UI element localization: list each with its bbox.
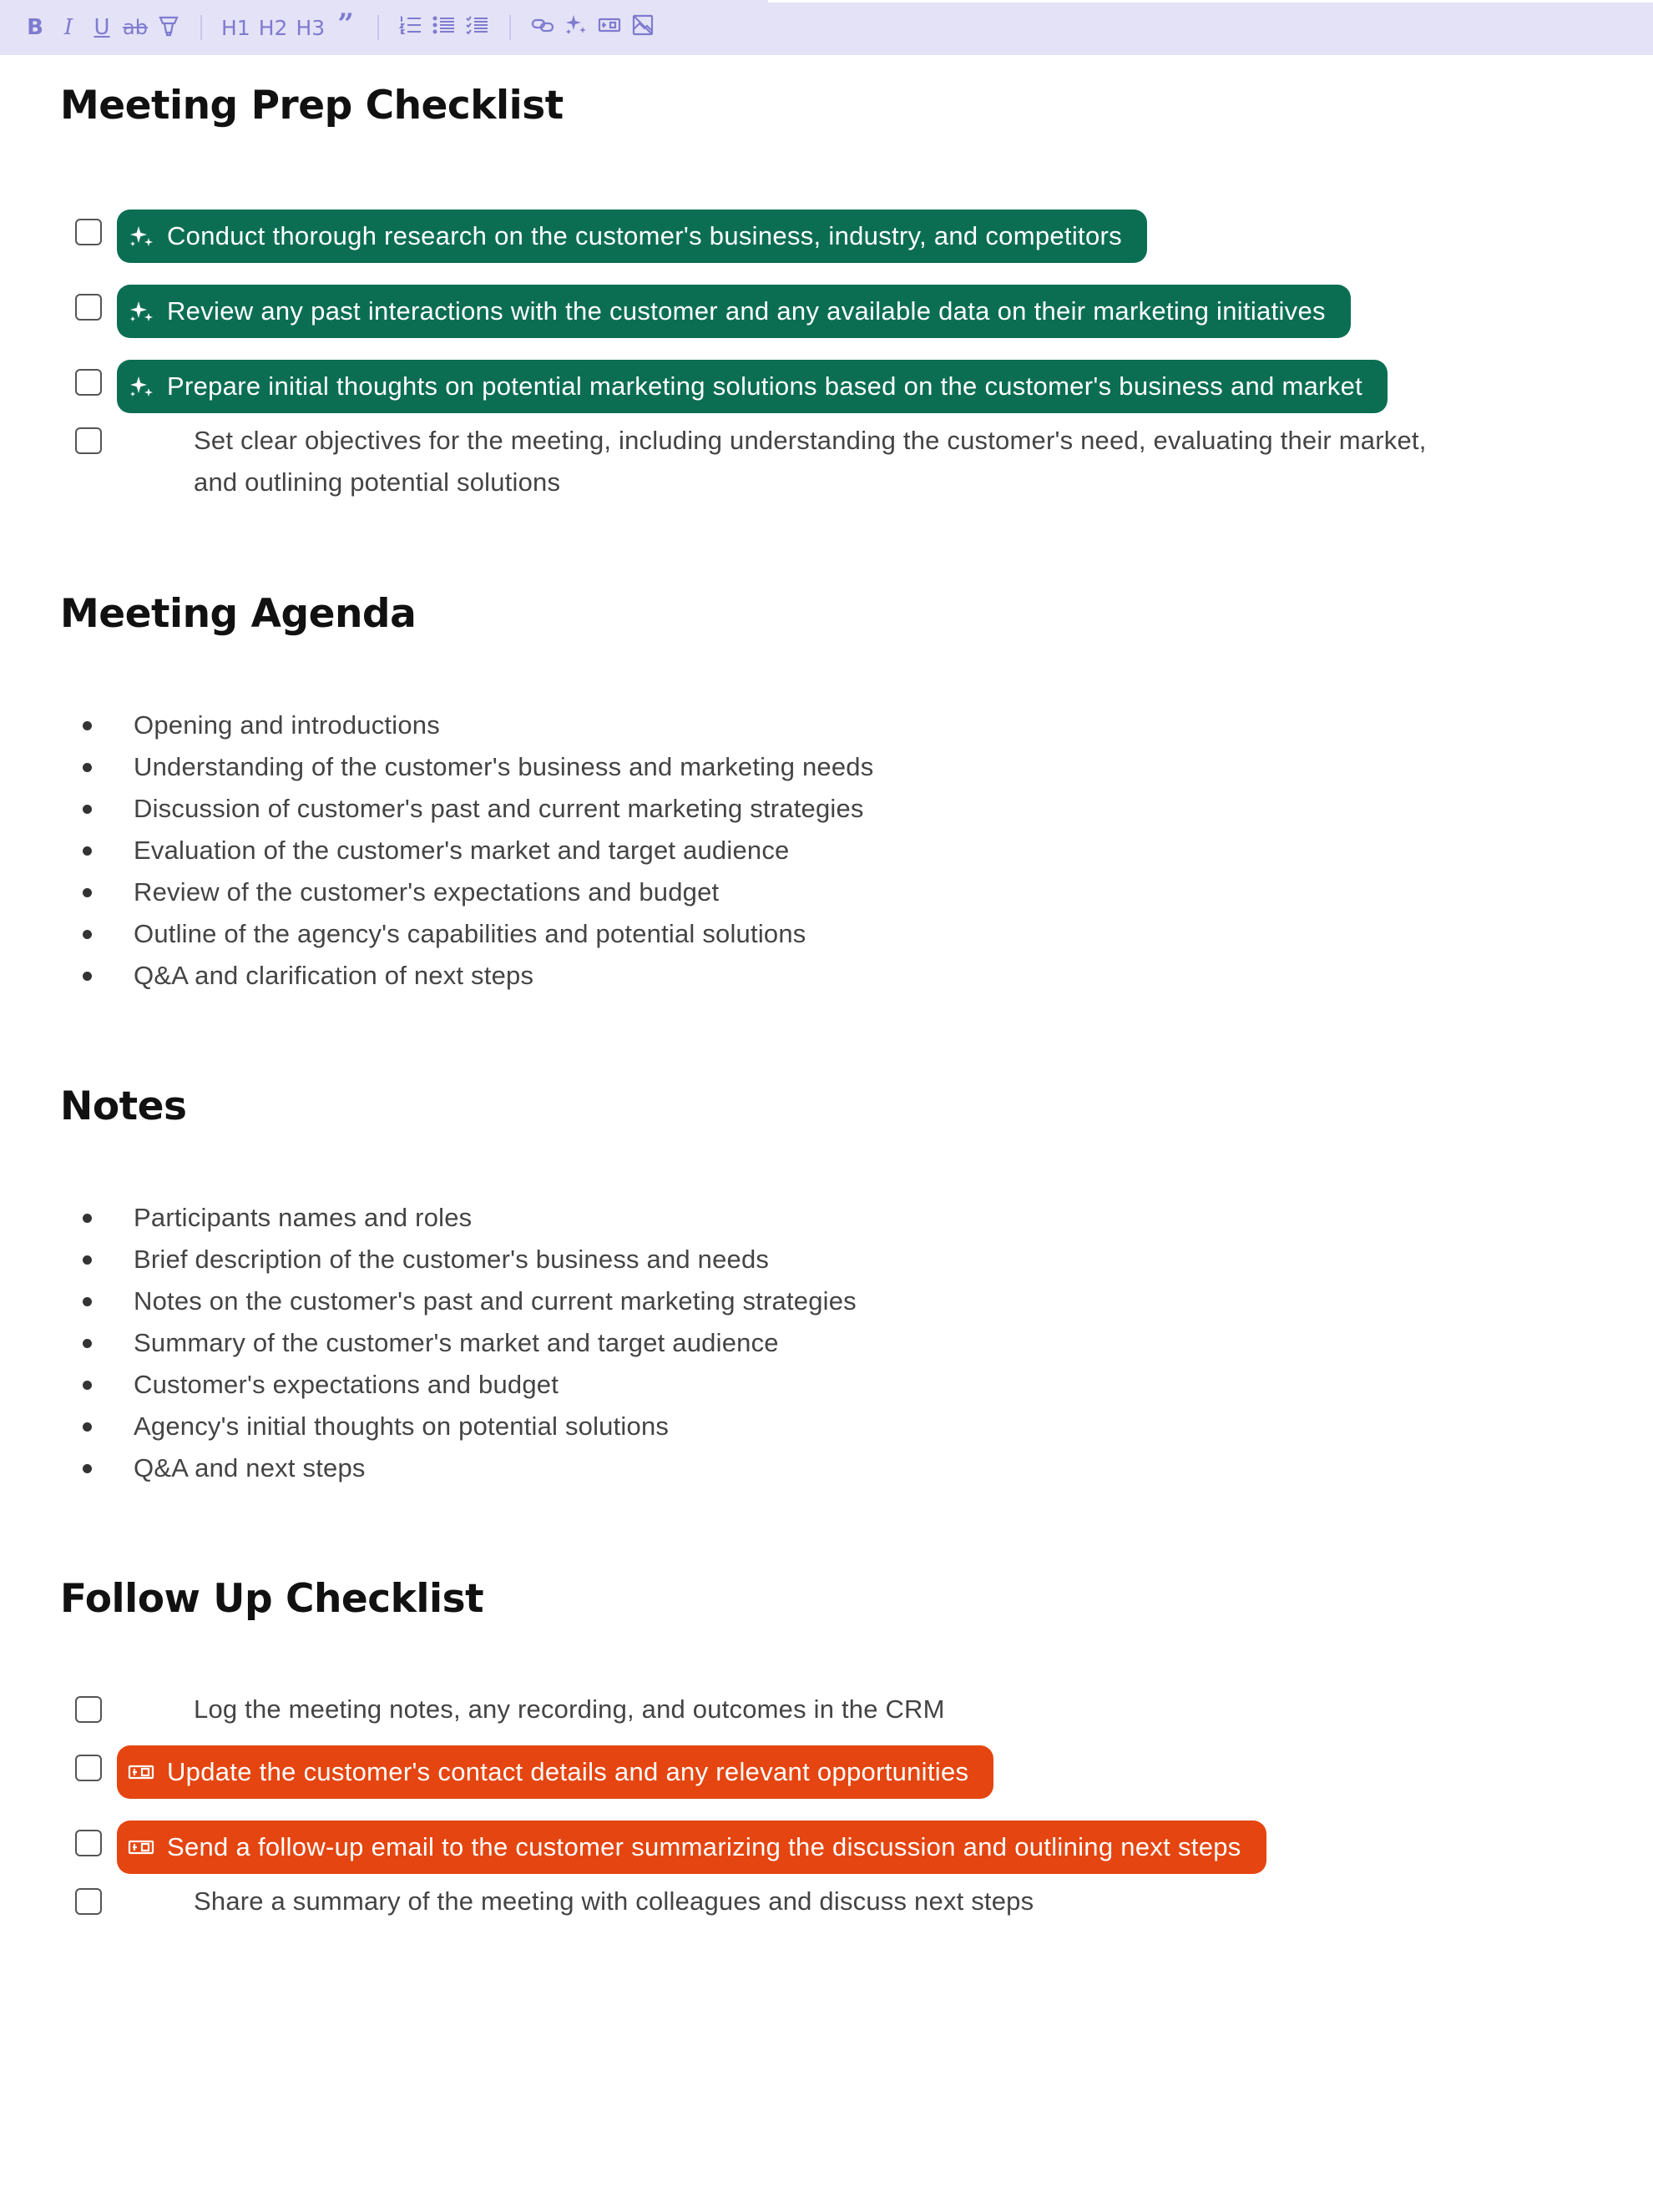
checklist-item (75, 369, 102, 396)
bullet-dot (83, 888, 92, 897)
task-text: Review any past interactions with the customer and any available data on their marketing initiatives (167, 296, 1326, 326)
checklist-item (75, 219, 102, 245)
ai-generated-task-pill[interactable] (117, 360, 1388, 413)
list-item-text: Customer's expectations and budget (134, 1370, 559, 1399)
form-input-icon (127, 1758, 155, 1786)
bullet-dot (83, 1214, 92, 1223)
toolbar-divider (200, 15, 202, 40)
bullet-dot (83, 763, 92, 772)
highlighter-icon (156, 13, 181, 43)
bullet-dot (83, 1339, 92, 1348)
sparkle-icon (127, 297, 155, 326)
list-item-text: Outline of the agency's capabilities and potential solutions (134, 919, 806, 948)
list-item-text: Opening and introductions (134, 710, 440, 740)
ai-sparkle-button[interactable] (559, 11, 593, 44)
task-text-line: Set clear objectives for the meeting, including understanding the customer's need, evaluating their market, (194, 426, 1427, 455)
bold-button[interactable]: B (27, 15, 43, 40)
highlight-button[interactable] (152, 11, 185, 44)
ai-generated-task-pill[interactable] (117, 285, 1351, 338)
numbered-list-icon (398, 13, 423, 43)
checkbox[interactable] (75, 1696, 102, 1723)
action-task-pill[interactable] (117, 1821, 1266, 1874)
checklist-item (75, 1888, 102, 1915)
list-item-text: Brief description of the customer's business and needs (134, 1245, 770, 1274)
quote-button[interactable]: ” (337, 8, 354, 41)
list-item-text: Summary of the customer's market and target audience (134, 1328, 779, 1357)
bullet-dot (83, 1255, 92, 1265)
underline-button[interactable]: U (94, 15, 110, 40)
checklist-item (75, 1830, 102, 1856)
ai-generated-task-pill[interactable] (117, 210, 1147, 263)
formatting-toolbar (0, 0, 1653, 55)
italic-button[interactable]: I (63, 15, 73, 40)
checklist-icon (465, 13, 490, 43)
bullet-list-button[interactable] (427, 11, 461, 44)
checklist-item (75, 427, 102, 454)
toolbar-divider (509, 15, 511, 40)
bullet-list-icon (432, 13, 457, 43)
checklist-item (75, 1696, 102, 1723)
toolbar-divider (377, 15, 379, 40)
bullet-dot (83, 1422, 92, 1432)
list-item-text: Q&A and next steps (134, 1453, 366, 1482)
link-icon (530, 13, 555, 43)
checkbox[interactable] (75, 219, 102, 245)
checklist-button[interactable] (461, 11, 494, 44)
heading1-button[interactable]: H1 (221, 15, 250, 40)
list-item-text: Review of the customer's expectations and budget (134, 877, 720, 907)
checkbox[interactable] (75, 1755, 102, 1781)
list-item-text: Discussion of customer's past and current marketing strategies (134, 794, 864, 823)
bullet-dot (83, 972, 92, 981)
link-button[interactable] (526, 11, 559, 44)
checkbox[interactable] (75, 427, 102, 454)
bullet-dot (83, 930, 92, 939)
checkbox[interactable] (75, 369, 102, 396)
task-text-line: and outlining potential solutions (194, 467, 561, 497)
list-item-text: Participants names and roles (134, 1203, 473, 1232)
task-text: Send a follow-up email to the customer summarizing the discussion and outlining next steps (167, 1832, 1241, 1861)
list-item-text: Notes on the customer's past and current marketing strategies (134, 1286, 857, 1316)
bullet-dot (83, 1297, 92, 1306)
strikethrough-button[interactable]: ab (123, 16, 148, 39)
checkbox[interactable] (75, 1888, 102, 1915)
section-heading-followup: Follow Up Checklist (60, 1576, 484, 1622)
task-text[interactable] (194, 420, 1427, 503)
list-item-text: Evaluation of the customer's market and target audience (134, 836, 790, 865)
task-text: Conduct thorough research on the customer's business, industry, and competitors (167, 221, 1122, 250)
checklist-item (75, 1755, 102, 1781)
heading3-button[interactable]: H3 (296, 15, 326, 40)
checklist-item (75, 294, 102, 321)
form-input-icon (597, 13, 622, 43)
section-heading-prep: Meeting Prep Checklist (60, 83, 564, 129)
heading2-button[interactable]: H2 (258, 15, 288, 40)
task-text[interactable]: Share a summary of the meeting with colleagues and discuss next steps (194, 1886, 1034, 1916)
bullet-dot (83, 1464, 92, 1473)
bullet-dot (83, 805, 92, 814)
image-icon (630, 13, 655, 43)
form-input-button[interactable] (593, 11, 626, 44)
sparkle-icon (564, 13, 589, 43)
section-heading-agenda: Meeting Agenda (60, 591, 417, 637)
bullet-dot (83, 1381, 92, 1390)
section-heading-notes: Notes (60, 1083, 187, 1129)
checkbox[interactable] (75, 294, 102, 321)
action-task-pill[interactable] (117, 1745, 993, 1799)
bullet-dot (83, 721, 92, 730)
numbered-list-button[interactable] (394, 11, 427, 44)
checkbox[interactable] (75, 1830, 102, 1856)
task-text[interactable]: Log the meeting notes, any recording, and outcomes in the CRM (194, 1694, 945, 1724)
list-item-text: Agency's initial thoughts on potential solutions (134, 1412, 670, 1441)
task-text: Prepare initial thoughts on potential marketing solutions based on the customer's business and market (167, 371, 1363, 401)
sparkle-icon (127, 222, 155, 250)
form-input-icon (127, 1833, 155, 1861)
list-item-text: Q&A and clarification of next steps (134, 961, 534, 990)
list-item-text: Understanding of the customer's business and marketing needs (134, 752, 874, 781)
bullet-dot (83, 846, 92, 856)
image-button[interactable] (626, 11, 660, 44)
task-text: Update the customer's contact details and any relevant opportunities (167, 1757, 969, 1786)
sparkle-icon (127, 372, 155, 401)
